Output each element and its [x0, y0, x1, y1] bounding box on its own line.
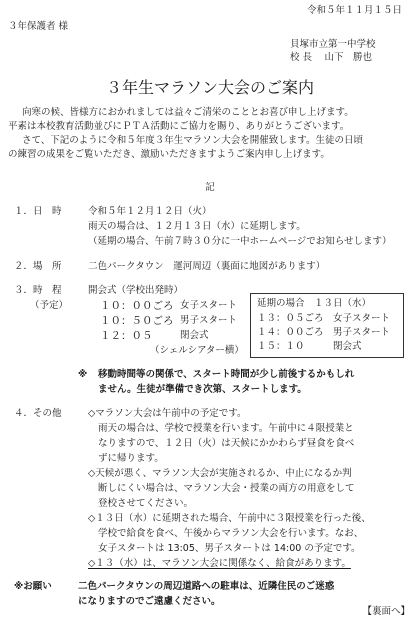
postponed-schedule-box	[250, 293, 404, 358]
place-value: 二色パークタウン 運河周辺（裏面に地図があります）	[88, 261, 326, 272]
other-line: なりますので、１２日（火）は天候にかかわらず昼食を食べ	[98, 438, 355, 449]
other-line: 女子スタートは 13:05、男子スタートは 14:00 の予定です。	[98, 543, 361, 554]
recipient: ３年保護者 様	[8, 21, 69, 32]
next-page-note: 【裏面へ】	[362, 606, 410, 617]
greeting-line: さて、下記のように令和５年度３年生マラソン大会を開催致します。生徒の日頃	[22, 135, 364, 146]
schedule-time: １２：０５	[100, 330, 153, 342]
request-line: 二色パークタウンの周辺道路への駐車は、近隣住民のご迷惑	[78, 581, 335, 592]
caution-line: 移動時間等の関係で、スタート時間が少し前後するかもしれ	[98, 369, 355, 380]
postponed-event: 閉会式	[333, 341, 362, 352]
request-label: ※お願い	[14, 581, 52, 592]
other-line: ◇１３日（水）に延期された場合、午前中に３限授業を行った後、	[88, 513, 371, 524]
caution-line: ません。生徒が準備でき次第、スタートします。	[98, 384, 307, 395]
postponed-event: 女子スタート	[333, 313, 391, 324]
request-line: になりますのでご遠慮ください。	[78, 596, 221, 607]
caution-mark: ※	[78, 369, 88, 380]
schedule-time: １０：５０ごろ	[100, 315, 174, 327]
place-label: ２．場 所	[14, 261, 62, 272]
date-value: 令和５年１２月１２日（火）	[88, 206, 212, 217]
rain-postpone-text: 雨天の場合は、１２月１３日（水）に延期します。	[88, 221, 306, 232]
principal-name: 校 長 山下 勝也	[290, 52, 373, 63]
greeting-line: 向寒の候、皆様方におかれましては益々ご清栄のこととお喜び申し上げます。	[22, 107, 354, 118]
other-line: ◇マラソン大会は午前中の予定です。	[88, 408, 247, 419]
opening-ceremony: 開会式（学校出発時）	[88, 285, 184, 296]
other-line: 登校させてください。	[98, 498, 194, 509]
postponed-time: １４：００ごろ	[257, 327, 324, 338]
schedule-label: ３．時 程	[14, 285, 62, 296]
other-line: ◇天候が悪く、マラソン大会が実施されるか、中止になるか判	[88, 468, 352, 479]
schedule-event: 閉会式	[180, 330, 209, 341]
other-line-lunch: ◇１３（水）は、マラソン大会に関係なく、給食があります。	[88, 558, 351, 569]
ki-heading: 記	[205, 182, 215, 193]
greeting-line: の練習の成果をご覧いただき、激励いただきますようご案内申し上げます。	[8, 149, 330, 160]
other-line: 学校で給食を食べ、午後からマラソン大会を行います。なお、	[98, 528, 364, 539]
other-line: 雨天の場合は、学校で授業を行います。午前中に４限授業と	[98, 423, 354, 434]
greeting-line: 平素は本校教育活動並びにＰＴＡ活動にご協力を賜り、ありがとうございます。	[8, 121, 350, 132]
page-title: ３年生マラソン大会のご案内	[105, 78, 314, 97]
issue-date: 令和５年１１月１５日	[306, 5, 402, 16]
closing-place: （シェルシアター横）	[150, 345, 244, 356]
date-label: １．日 時	[14, 206, 62, 217]
postpone-notice: （延期の場合、午前７時３０分に一中ホームページでお知らせします）	[88, 236, 392, 247]
postponed-time: １５：１０	[257, 341, 305, 352]
postponed-time: １３：０５ごろ	[257, 313, 324, 324]
other-label: ４．その他	[14, 408, 62, 419]
postponed-title: 延期の場合 １３日（水）	[257, 298, 372, 309]
school-name: 貝塚市立第一中学校	[290, 39, 376, 50]
schedule-time: １０：００ごろ	[100, 300, 174, 312]
other-line: 断しにくい場合は、マラソン大会・授業の両方の用意をして	[98, 483, 355, 494]
schedule-sublabel: （予定）	[30, 300, 69, 311]
schedule-event: 男子スタート	[180, 315, 238, 326]
schedule-event: 女子スタート	[180, 300, 238, 311]
other-line: ずに帰ります。	[98, 453, 164, 464]
postponed-event: 男子スタート	[333, 327, 391, 338]
